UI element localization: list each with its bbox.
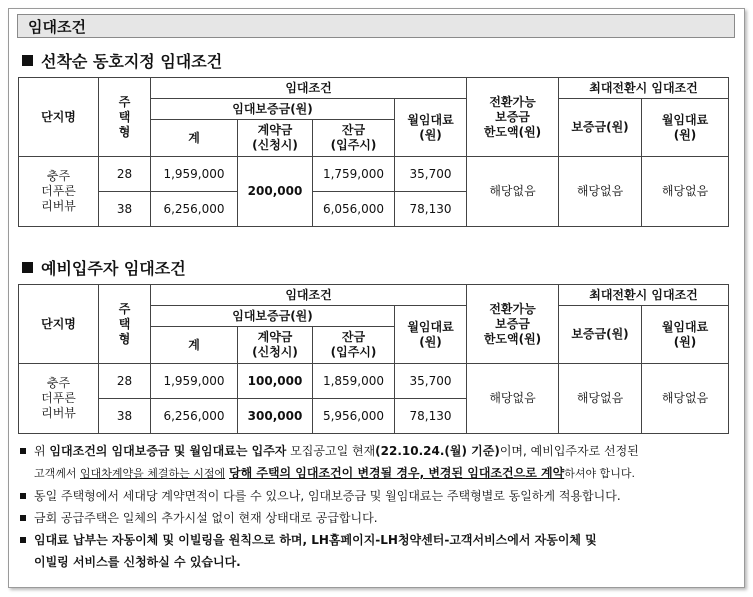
table-cell: 38	[99, 399, 151, 434]
header-max-conversion: 최대전환시 임대조건	[559, 285, 729, 306]
table-cell: 38	[99, 192, 151, 227]
header-contract: 계약금 (신청시)	[238, 327, 313, 364]
table-cell: 35,700	[395, 157, 467, 192]
section-heading	[22, 49, 222, 72]
section-title: 예비입주자 임대조건	[41, 259, 186, 278]
list-item: 금회 공급주택은 일체의 추가시설 없이 현재 상태대로 공급합니다.	[18, 507, 738, 529]
table-cell: 78,130	[395, 192, 467, 227]
square-bullet-icon	[20, 493, 26, 499]
table-cell: 1,759,000	[313, 157, 395, 192]
table-cell: 해당없음	[559, 364, 642, 434]
header-housing-type: 주 택 형	[99, 78, 151, 157]
section-title: 선착순 동호지정 임대조건	[41, 52, 223, 71]
complex-name: 충주 더푸른 리버뷰	[19, 157, 99, 227]
table-cell: 6,056,000	[313, 192, 395, 227]
table-cell: 35,700	[395, 364, 467, 399]
header-total: 계	[151, 327, 238, 364]
square-bullet-icon	[20, 448, 26, 454]
header-monthly-rent: 월임대료 (원)	[395, 99, 467, 157]
list-item: 동일 주택형에서 세대당 계약면적이 다를 수 있으나, 임대보증금 및 월임대료는 주택형별로 동일하게 적용합니다.	[18, 485, 738, 507]
header-rent-conditions: 임대조건	[151, 78, 467, 99]
square-bullet-icon	[22, 262, 33, 273]
square-bullet-icon	[22, 55, 33, 66]
header-total: 계	[151, 120, 238, 157]
table-cell: 78,130	[395, 399, 467, 434]
header-deposit: 임대보증금(원)	[151, 306, 395, 327]
header-monthly-rent: 월임대료 (원)	[395, 306, 467, 364]
header-balance: 잔금 (입주시)	[313, 120, 395, 157]
table-cell: 1,859,000	[313, 364, 395, 399]
header-deposit: 임대보증금(원)	[151, 99, 395, 120]
complex-name: 충주 더푸른 리버뷰	[19, 364, 99, 434]
square-bullet-icon	[20, 537, 26, 543]
header-complex: 단지명	[19, 78, 99, 157]
page-title: 임대조건	[17, 14, 735, 38]
table-cell: 300,000	[238, 399, 313, 434]
table-cell: 1,959,000	[151, 364, 238, 399]
header-max-rent: 월임대료 (원)	[642, 99, 729, 157]
table-cell: 해당없음	[642, 157, 729, 227]
header-complex: 단지명	[19, 285, 99, 364]
header-convertible: 전환가능 보증금 한도액(원)	[467, 285, 559, 364]
header-balance: 잔금 (입주시)	[313, 327, 395, 364]
rent-conditions-table	[18, 284, 729, 434]
header-convertible: 전환가능 보증금 한도액(원)	[467, 78, 559, 157]
table-cell: 해당없음	[467, 364, 559, 434]
table-cell: 5,956,000	[313, 399, 395, 434]
table-cell: 1,959,000	[151, 157, 238, 192]
table-cell: 28	[99, 364, 151, 399]
square-bullet-icon	[20, 515, 26, 521]
table-cell: 해당없음	[642, 364, 729, 434]
table-cell: 6,256,000	[151, 192, 238, 227]
header-housing-type: 주 택 형	[99, 285, 151, 364]
list-item: 위 임대조건의 임대보증금 및 월임대료는 입주자 모집공고일 현재(22.10.24.(월) 기준)이며, 예비입주자로 선정된 고객께서 임대차계약을 체결하는 시점에 당해 주택의 임대조건이 변경될 경우, 변경된 임대조건으로 계약하셔야 합니다.	[18, 440, 738, 485]
header-rent-conditions: 임대조건	[151, 285, 467, 306]
table-cell: 해당없음	[559, 157, 642, 227]
table-cell: 200,000	[238, 157, 313, 227]
list-item: 임대료 납부는 자동이체 및 이빌링을 원칙으로 하며, LH홈페이지-LH청약센터-고객서비스에서 자동이체 및 이빌링 서비스를 신청하실 수 있습니다.	[18, 529, 738, 573]
header-contract: 계약금 (신청시)	[238, 120, 313, 157]
header-max-rent: 월임대료 (원)	[642, 306, 729, 364]
table-cell: 100,000	[238, 364, 313, 399]
header-max-deposit: 보증금(원)	[559, 99, 642, 157]
rent-conditions-table	[18, 77, 729, 227]
table-cell: 해당없음	[467, 157, 559, 227]
header-max-deposit: 보증금(원)	[559, 306, 642, 364]
table-cell: 28	[99, 157, 151, 192]
table-cell: 6,256,000	[151, 399, 238, 434]
notes-list	[18, 440, 738, 573]
section-heading	[22, 256, 186, 279]
header-max-conversion: 최대전환시 임대조건	[559, 78, 729, 99]
